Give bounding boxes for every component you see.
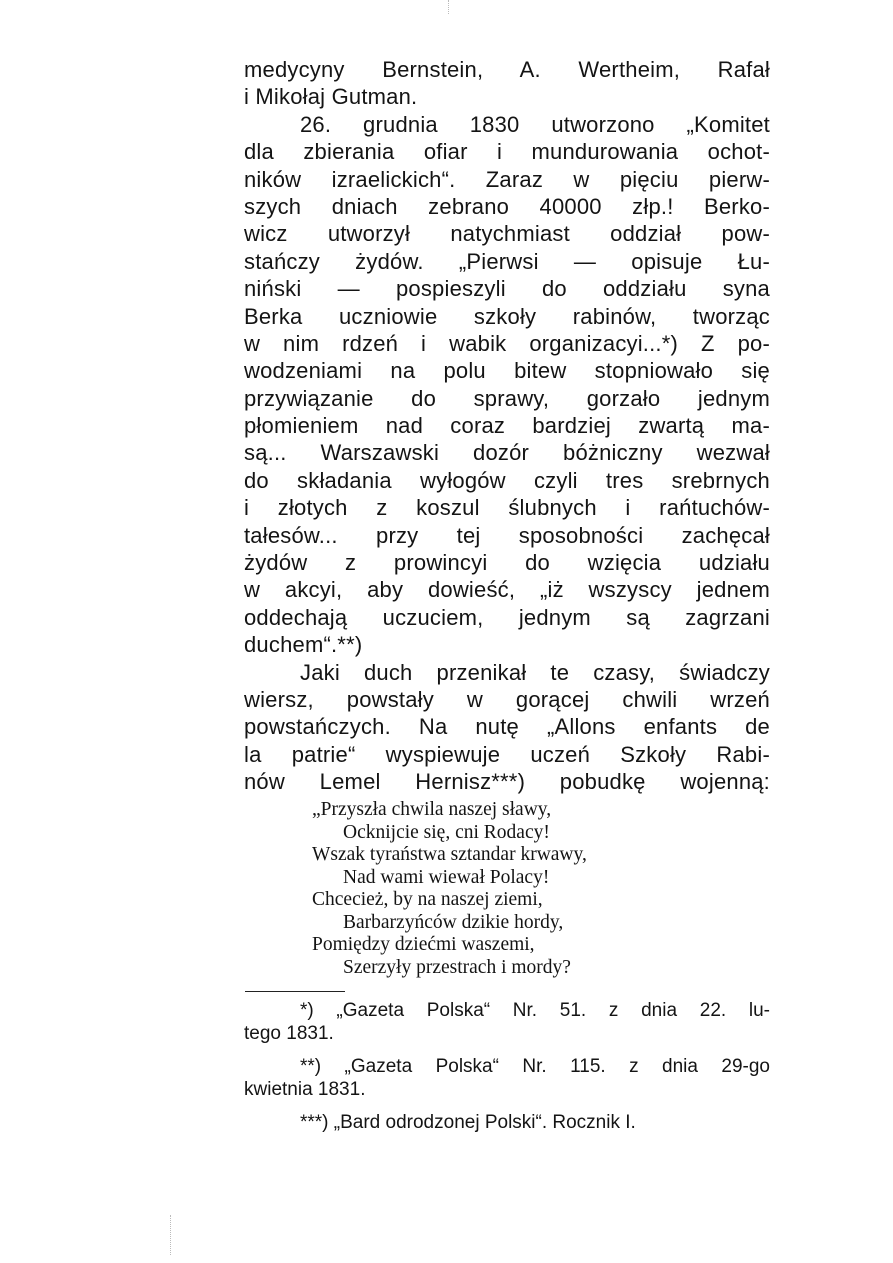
footnotes [244, 1000, 770, 1135]
poem-line: Chcecież, by na naszej ziemi, [312, 889, 543, 910]
text-line: dla zbierania ofiar i mundurowania ochot- [244, 139, 770, 165]
body-text [244, 56, 770, 796]
text-line: la patrie“ wyspiewuje uczeń Szkoły Rabi- [244, 741, 770, 767]
text-line: niński — pospieszyli do oddziału syna [244, 276, 770, 302]
text-line: przywiązanie do sprawy, gorzało jednym [244, 385, 770, 411]
text-line: medycyny Bernstein, A. Wertheim, Rafał [244, 57, 770, 82]
footnote-line: *) „Gazeta Polska“ Nr. 51. z dnia 22. lu- [300, 1000, 770, 1021]
text-line: 26. grudnia 1830 utworzono „Komitet [300, 111, 770, 137]
text-line: i złotych z koszul ślubnych i rańtuchów- [244, 495, 770, 521]
poem-line: Pomiędzy dziećmi waszemi, [312, 934, 535, 955]
footnote-line: **) „Gazeta Polska“ Nr. 115. z dnia 29-go [300, 1056, 770, 1077]
scan-edge-mark [170, 1215, 171, 1255]
poem-line: Nad wami wiewał Polacy! [343, 866, 550, 888]
poem-line: Ocknijcie się, cni Rodacy! [343, 821, 550, 843]
text-line: wodzeniami na polu bitew stopniowało się [244, 358, 770, 384]
text-line: do składania wyłogów czyli tres srebrnych [244, 467, 770, 493]
text-line: są... Warszawski dozór bóżniczny wezwał [244, 440, 770, 466]
text-line: nów Lemel Hernisz***) pobudkę wojenną: [244, 769, 770, 795]
footnote-separator [245, 991, 345, 992]
text-line: Berka uczniowie szkoły rabinów, tworząc [244, 303, 770, 329]
text-line: duchem“.**) [244, 632, 363, 658]
text-line: oddechają uczuciem, jednym są zagrzani [244, 604, 770, 630]
poem-line: Szerzyły przestrach i mordy? [343, 956, 571, 978]
poem-block [312, 799, 712, 979]
scan-edge-mark [448, 0, 449, 14]
poem-line: „Przyszła chwila naszej sławy, [312, 799, 552, 820]
text-line: Jaki duch przenikał te czasy, świadczy [300, 659, 770, 685]
text-line: wiersz, powstały w gorącej chwili wrzeń [244, 686, 770, 712]
footnote-line: kwietnia 1831. [244, 1078, 366, 1100]
text-line: tałesów... przy tej sposobności zachęcał [244, 522, 770, 548]
text-line: szych dniach zebrano 40000 złp.! Berko- [244, 193, 770, 219]
poem-line: Wszak tyraństwa sztandar krwawy, [312, 844, 587, 865]
text-line: wicz utworzył natychmiast oddział pow- [244, 221, 770, 247]
text-line: ników izraelickich“. Zaraz w pięciu pierw- [244, 166, 770, 192]
text-line: stańczy żydów. „Pierwsi — opisuje Łu- [244, 248, 770, 274]
text-line: w akcyi, aby dowieść, „iż wszyscy jednem [244, 577, 770, 603]
poem-line: Barbarzyńców dzikie hordy, [343, 911, 564, 933]
footnote-line: ***) „Bard odrodzonej Polski“. Rocznik I. [300, 1112, 636, 1133]
text-line: powstańczych. Na nutę „Allons enfants de [244, 714, 770, 740]
text-line: w nim rdzeń i wabik organizacyi...*) Z po- [244, 330, 770, 356]
text-line: i Mikołaj Gutman. [244, 84, 418, 110]
text-line: żydów z prowincyi do wzięcia udziału [244, 550, 770, 576]
text-line: płomieniem nad coraz bardziej zwartą ma- [244, 413, 770, 439]
footnote-line: tego 1831. [244, 1022, 334, 1044]
